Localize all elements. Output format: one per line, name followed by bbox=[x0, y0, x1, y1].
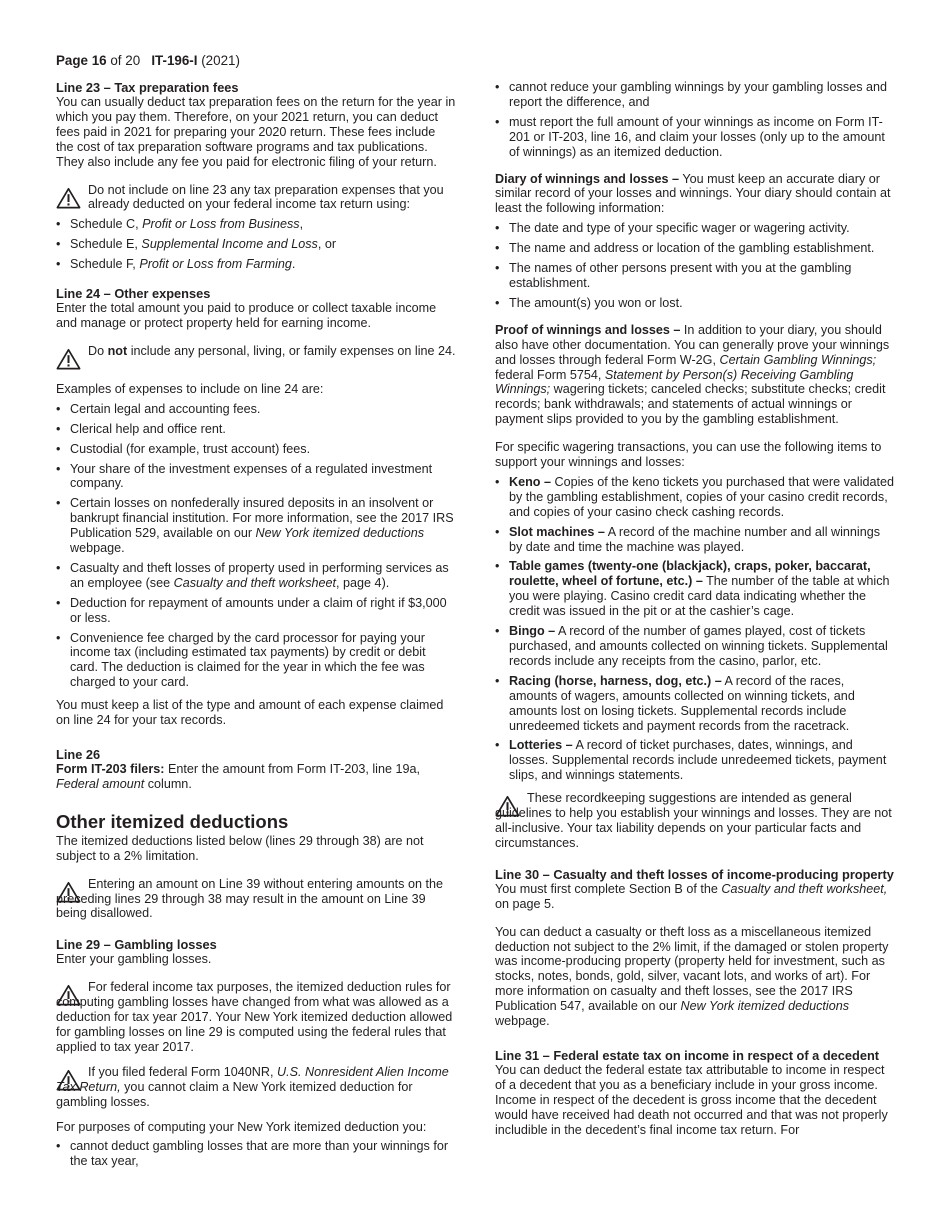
line23-heading: Line 23 – Tax preparation fees bbox=[56, 80, 239, 95]
diary-list bbox=[495, 221, 895, 311]
line24-heading: Line 24 – Other expenses bbox=[56, 286, 211, 302]
line31-body: You can deduct the federal estate tax attributable to income in respect of a decedent that you as a beneficiary include in your gross income. Income in respect of the decedent is gross income that the decedent would have received had death not occurred and that was not properly includible in the decedent’s final income tax return. For bbox=[495, 1062, 888, 1137]
list-item: • Convenience fee charged by the card processor for paying your income tax (including estimated tax payments) by credit or debit card. The deduction is claimed for the year in which the fee was charged to your card. bbox=[56, 631, 456, 691]
line29-list-continued bbox=[495, 80, 895, 160]
list-item: • must report the full amount of your winnings as income on Form IT-201 or IT-203, line 16, and claim your losses (only up to the amount of winnings) as an itemized deduction. bbox=[495, 115, 895, 160]
line29-purposes: For purposes of computing your New York itemized deduction you: bbox=[56, 1119, 427, 1134]
list-item: • Deduction for repayment of amounts under a claim of right if $3,000 or less. bbox=[56, 596, 456, 626]
list-item: • The names of other persons present with you at the gambling establishment. bbox=[495, 261, 895, 291]
wagering-list bbox=[495, 475, 895, 783]
recordkeeping-caution: These recordkeeping suggestions are intended as general guidelines to help you establish your winnings and losses. They are not all-inclusive. Your tax liability depends on your particular facts and circumstances. bbox=[495, 791, 892, 850]
list-item: • Certain losses on nonfederally insured deposits in an insolvent or bankrupt financial institution. For more information, see the 2017 IRS Publication 529, available on our New York itemized deductions webpage. bbox=[56, 496, 456, 556]
line30-heading: Line 30 – Casualty and theft losses of income-producing property bbox=[495, 866, 894, 882]
specific-paragraph: For specific wagering transactions, you can use the following items to support your winnings and losses: bbox=[495, 440, 882, 470]
caution-icon bbox=[495, 795, 520, 817]
right-column bbox=[495, 80, 895, 1150]
caution-icon bbox=[56, 348, 81, 370]
line29-list bbox=[56, 1139, 456, 1169]
line29-heading: Line 29 – Gambling losses bbox=[56, 937, 217, 953]
list-item: • Schedule E, Supplemental Income and Loss, or bbox=[56, 237, 456, 252]
list-item: • Certain legal and accounting fees. bbox=[56, 402, 456, 417]
line31-heading: Line 31 – Federal estate tax on income in respect of a decedent bbox=[495, 1047, 880, 1063]
other-itemized-heading: Other itemized deductions bbox=[56, 810, 289, 832]
list-item: • Schedule F, Profit or Loss from Farming. bbox=[56, 257, 456, 272]
list-item: • Your share of the investment expenses of a regulated investment company. bbox=[56, 462, 456, 492]
line39-caution: Entering an amount on Line 39 without entering amounts on the preceding lines 29 through 38 may result in the amount on Line 39 being disallowed. bbox=[56, 876, 443, 921]
line23-body: You can usually deduct tax preparation fees on the return for the year in which you pay them. Therefore, on your 2021 return, you can deduct fees paid in 2021 for preparing your 2020 return. These fees include the cost of tax preparation software programs and tax publications. They also include any fee you paid for electronic filing of your return. bbox=[56, 95, 456, 169]
form-year: (2021) bbox=[201, 53, 240, 68]
line24-examples-intro: Examples of expenses to include on line 24 are: bbox=[56, 381, 324, 396]
line26-heading: Line 26 bbox=[56, 747, 101, 762]
list-item: • The name and address or location of the gambling establishment. bbox=[495, 241, 895, 256]
caution-icon bbox=[56, 1069, 81, 1091]
line24-caution: Do not include any personal, living, or family expenses on line 24. bbox=[56, 344, 456, 372]
list-item: • Keno – Copies of the keno tickets you purchased that were validated by the gambling establishment, copies of your casino credit records, and copies of your casino check cashing records. bbox=[495, 475, 895, 520]
line30-p2: You can deduct a casualty or theft loss as a miscellaneous itemized deduction not subject to the 2% limit, if the damaged or stolen property was income-producing property (property held for investment, such as stocks, notes, bonds, gold, silver, vacant lots, and works of art). For more information on casualty and theft losses, see the 2017 IRS Publication 547, available on our New York itemized deductions webpage. bbox=[495, 924, 889, 1029]
form-number: IT-196-I bbox=[151, 53, 198, 68]
list-item: • Slot machines – A record of the machine number and all winnings by date and time the machine was played. bbox=[495, 525, 895, 555]
caution-icon bbox=[56, 984, 81, 1006]
diary-paragraph: Diary of winnings and losses – You must keep an accurate diary or similar record of your losses and winnings. Your diary should contain at least the following information: bbox=[495, 171, 891, 216]
page-total: of 20 bbox=[110, 53, 141, 68]
list-item: • Bingo – A record of the number of games played, cost of tickets purchased, and amounts collected on winning tickets. Supplemental records include any receipts from the casino, parlor, etc. bbox=[495, 624, 895, 669]
list-item: • cannot reduce your gambling winnings by your gambling losses and report the difference, and bbox=[495, 80, 895, 110]
line23-caution-text: Do not include on line 23 any tax preparation expenses that you already deducted on your federal income tax return using: bbox=[88, 182, 444, 212]
line23-schedule-list bbox=[56, 217, 456, 272]
list-item: • The amount(s) you won or lost. bbox=[495, 296, 895, 311]
list-item: • Custodial (for example, trust account) fees. bbox=[56, 442, 456, 457]
line29-caution-2: If you filed federal Form 1040NR, U.S. Nonresident Alien Income Tax Return, you cannot claim a New York itemized deduction for gambling losses. bbox=[56, 1064, 449, 1109]
list-item: • Lotteries – A record of ticket purchases, dates, winnings, and losses. Supplemental records include unredeemed tickets, payment slips, and winnings statements. bbox=[495, 738, 895, 783]
line24-footer: You must keep a list of the type and amount of each expense claimed on line 24 for your tax records. bbox=[56, 698, 444, 728]
left-column bbox=[56, 80, 456, 1177]
line30-p1: You must first complete Section B of the Casualty and theft worksheet, on page 5. bbox=[495, 881, 888, 911]
caution-icon bbox=[56, 187, 81, 209]
line23-caution bbox=[56, 183, 456, 213]
proof-paragraph: Proof of winnings and losses – In addition to your diary, you should also have other documentation. You can generally prove your winnings and losses through federal Form W-2G, Certain Gambling Winnings; federal Form 5754, Statement by Person(s) Receiving Gambling Winnings; wagering tickets; canceled checks; substitute checks; credit records; bank withdrawals; and statements of actual winnings or payment slips provided to you by the gambling establishment. bbox=[495, 322, 890, 427]
list-item: • Table games (twenty-one (blackjack), craps, poker, baccarat, roulette, wheel of fortune, etc.) – The number of the table at which you were playing. Casino credit card data indicating whether the credit was issued in the pit or at the cashier’s cage. bbox=[495, 559, 895, 619]
page-header bbox=[56, 54, 240, 69]
list-item: • Schedule C, Profit or Loss from Business, bbox=[56, 217, 456, 232]
line29-body: Enter your gambling losses. bbox=[56, 952, 212, 967]
page-number: Page 16 bbox=[56, 53, 107, 68]
list-item: • The date and type of your specific wager or wagering activity. bbox=[495, 221, 895, 236]
list-item: • Racing (horse, harness, dog, etc.) – A record of the races, amounts of wagers, amounts collected on winning tickets, and amounts lost on losing tickets. Supplemental records include unredeemed tickets and payment records from the racetrack. bbox=[495, 674, 895, 734]
line26-body: Form IT-203 filers: Enter the amount from Form IT-203, line 19a, Federal amount column. bbox=[56, 762, 420, 791]
other-itemized-body: The itemized deductions listed below (lines 29 through 38) are not subject to a 2% limitation. bbox=[56, 833, 424, 863]
line29-caution-1: For federal income tax purposes, the itemized deduction rules for computing gambling losses have changed from what was allowed as a deduction for tax year 2017. Your New York itemized deduction allowed for gambling losses on line 29 is computed using the federal rules that applied to tax year 2017. bbox=[56, 980, 453, 1054]
list-item: • cannot deduct gambling losses that are more than your winnings for the tax year, bbox=[56, 1139, 456, 1169]
line24-examples-list bbox=[56, 402, 456, 690]
list-item: • Casualty and theft losses of property used in performing services as an employee (see Casualty and theft worksheet, page 4). bbox=[56, 561, 456, 591]
caution-icon bbox=[56, 881, 81, 903]
line24-body: Enter the total amount you paid to produce or collect taxable income and manage or protect property held for earning income. bbox=[56, 301, 437, 330]
list-item: • Clerical help and office rent. bbox=[56, 422, 456, 437]
